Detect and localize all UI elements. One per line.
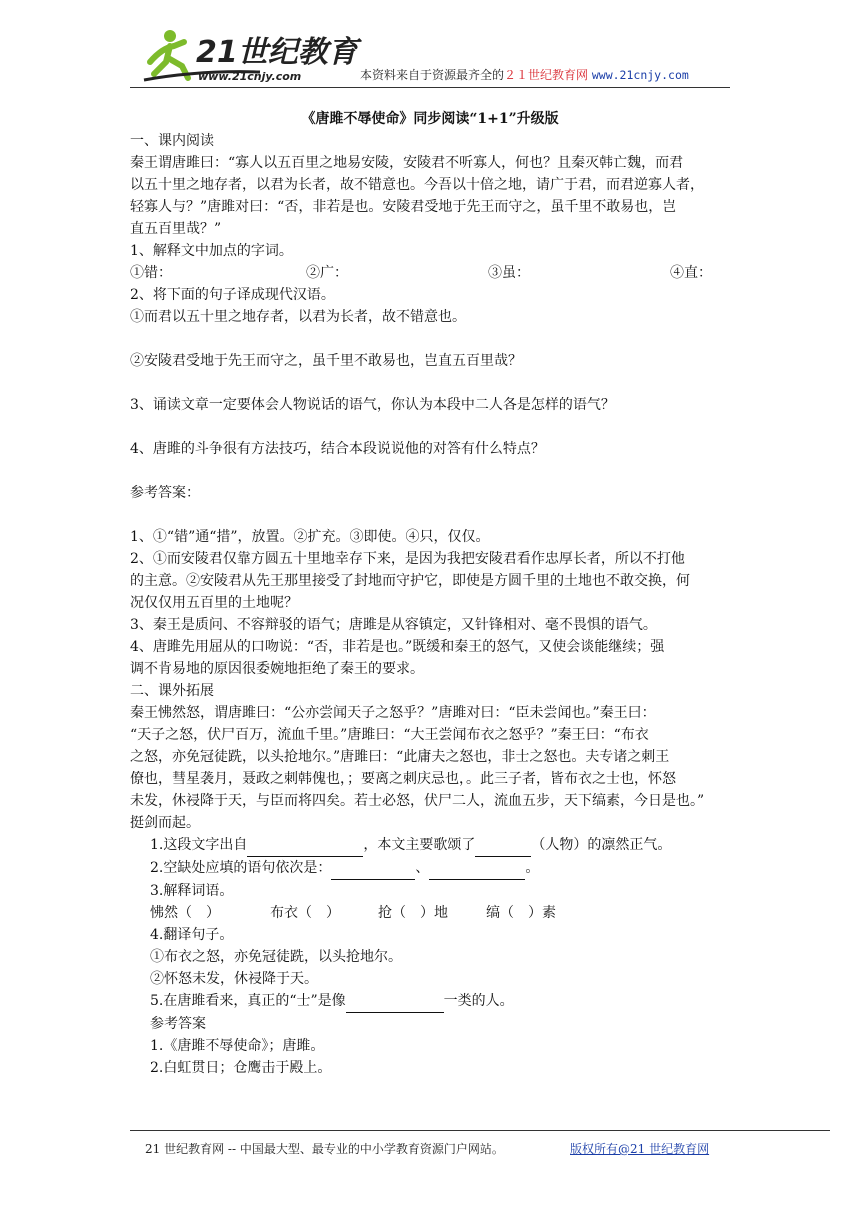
q2-sentence-a: ①而君以五十里之地存者，以君为长者，故不错意也。 xyxy=(130,309,466,325)
q2-prefix: 2.空缺处应填的语句依次是： xyxy=(150,860,332,876)
q5-blank[interactable] xyxy=(346,990,444,1013)
section1-passage-line: 轻寡人与？”唐雎对曰：“否，非若是也。安陵君受地于先王而守之，虽千里不敢易也，岂 xyxy=(130,199,677,215)
section2-passage-line: 未发，休祲降于天，与臣而将四矣。若士必怒，伏尸二人，流血五步，天下缟素，今日是也。” xyxy=(130,793,705,809)
header-note-prefix: 本资料来自于资源最齐全的 xyxy=(360,68,505,82)
q1-blank-source[interactable] xyxy=(247,834,363,857)
q2-blank-1[interactable] xyxy=(331,857,415,880)
q1-suffix: （人物）的凛然正气。 xyxy=(531,837,672,853)
footer-rule xyxy=(130,1130,830,1131)
header-note-site: ２１世纪教育网 xyxy=(504,68,589,82)
section2-passage-line: 之怒，亦免冠徒跣，以头抢地尔。”唐雎曰：“此庸夫之怒也，非士之怒也。夫专诸之刺王 xyxy=(130,749,670,765)
q2-blank-2[interactable] xyxy=(429,857,525,880)
q2-suffix: 。 xyxy=(525,860,540,876)
section2-passage-line: 僚也，彗星袭月，聂政之刺韩傀也，；要离之刺庆忌也，。此三子者，皆布衣之士也，怀怒 xyxy=(130,771,676,787)
q3-item: 抢（ ）地 xyxy=(378,905,448,921)
q4-sentence-b: ②怀怒未发，休祲降于天。 xyxy=(150,971,318,987)
section2-passage-line: 秦王怫然怒，谓唐雎曰：“公亦尝闻天子之怒乎？”唐雎对曰：“臣未尝闻也。”秦王曰： xyxy=(130,705,656,721)
section2-question-2 xyxy=(130,857,730,880)
section1-question-3: 3、诵读文章一定要体会人物说话的语气，你认为本段中二人各是怎样的语气？ xyxy=(130,397,615,413)
q1-prefix: 1.这段文字出自 xyxy=(150,837,248,853)
logo-url: www.21cnjy.com xyxy=(198,70,302,83)
footer-left-text: 21 世纪教育网 -- 中国最大型、最专业的中小学教育资源门户网站。 xyxy=(145,1142,504,1156)
q3-item: 布衣（ ） xyxy=(270,905,340,921)
q1-item: ③虽： xyxy=(488,265,530,281)
section1-passage-line: 以五十里之地存者，以君为长者，故不错意也。今吾以十倍之地，请广于君，而君逆寡人者， xyxy=(130,177,704,193)
section2-passage-line: “天子之怒，伏尸百万，流血千里。”唐雎曰：“大王尝闻布衣之怒乎？”秦王曰：“布衣 xyxy=(130,727,649,743)
header-note-url[interactable]: www.21cnjy.com xyxy=(591,68,689,82)
section2-answer-line: 1.《唐雎不辱使命》；唐雎。 xyxy=(150,1038,325,1054)
logo-text: 21世纪教育 xyxy=(196,35,358,70)
q5-suffix: 一类的人。 xyxy=(443,993,514,1009)
q3-item: 怫然（ ） xyxy=(150,905,220,921)
answer-line: 1、①“错”通“措”，放置。②扩充。③即使。④只，仅仅。 xyxy=(130,529,490,545)
section2-question-1 xyxy=(130,834,730,857)
answer-line: 况仅仅用五百里的土地呢？ xyxy=(130,595,298,611)
q5-prefix: 5.在唐雎看来，真正的“士”是像 xyxy=(150,993,346,1009)
answers-heading: 参考答案： xyxy=(130,485,200,501)
answer-line: 的主意。②安陵君从先王那里接受了封地而守护它，即使是方圆千里的土地也不敢交换，何 xyxy=(130,573,690,589)
section2-question-4: 4.翻译句子。 xyxy=(150,927,234,943)
q1-item: ②广： xyxy=(306,265,348,281)
page-title: 《唐雎不辱使命》同步阅读“1+1”升级版 xyxy=(301,111,559,127)
runner-logo-icon xyxy=(140,22,358,88)
q1-item: ④直： xyxy=(670,265,712,281)
header-rule xyxy=(130,87,730,88)
q2-sentence-b: ②安陵君受地于先王而守之，虽千里不敢易也，岂直五百里哉？ xyxy=(130,353,522,369)
section2-question-5 xyxy=(130,990,730,1013)
q1-blank-person[interactable] xyxy=(475,834,531,857)
section1-question-2: 2、将下面的句子译成现代汉语。 xyxy=(130,287,335,303)
answer-line: 4、唐雎先用屈从的口吻说：“否，非若是也。”既缓和秦王的怒气，又使会谈能继续；强 xyxy=(130,639,665,655)
answer-line: 调不肯易地的原因很委婉地拒绝了秦王的要求。 xyxy=(130,661,424,677)
footer-copyright-link[interactable]: 版权所有@21 世纪教育网 xyxy=(570,1142,710,1156)
section1-passage-line: 秦王谓唐雎曰：“寡人以五百里之地易安陵，安陵君不听寡人，何也？且秦灭韩亡魏，而君 xyxy=(130,155,684,171)
footer xyxy=(145,1140,710,1157)
section2-heading: 二、课外拓展 xyxy=(130,683,214,699)
q4-sentence-a: ①布衣之怒，亦免冠徒跣，以头抢地尔。 xyxy=(150,949,402,965)
section1-passage-line: 直五百里哉？” xyxy=(130,221,222,237)
q1-middle: ，本文主要歌颂了 xyxy=(363,837,476,853)
document-body xyxy=(130,108,730,1079)
section1-question-1: 1、解释文中加点的字词。 xyxy=(130,243,293,259)
q3-item: 缟（ ）素 xyxy=(486,905,556,921)
header-note xyxy=(360,66,689,83)
section2-answers-heading: 参考答案 xyxy=(150,1016,206,1032)
q1-item: ①错： xyxy=(130,265,172,281)
section1-question-4: 4、唐雎的斗争很有方法技巧，结合本段说说他的对答有什么特点？ xyxy=(130,441,545,457)
q2-middle: 、 xyxy=(415,860,430,876)
section2-answer-line: 2.白虹贯日；仓鹰击于殿上。 xyxy=(150,1060,332,1076)
answer-line: 3、秦王是质问、不容辩驳的语气；唐雎是从容镇定，又针锋相对、毫不畏惧的语气。 xyxy=(130,617,657,633)
section1-heading: 一、课内阅读 xyxy=(130,133,214,149)
q1-items-row xyxy=(130,262,730,284)
answer-line: 2、①而安陵君仅靠方圆五十里地幸存下来，是因为我把安陵君看作忠厚长者，所以不打他 xyxy=(130,551,685,567)
site-logo xyxy=(140,22,358,88)
section2-question-3: 3.解释词语。 xyxy=(150,883,234,899)
section2-passage-line: 挺剑而起。 xyxy=(130,815,200,831)
q3-items-row xyxy=(130,902,730,924)
